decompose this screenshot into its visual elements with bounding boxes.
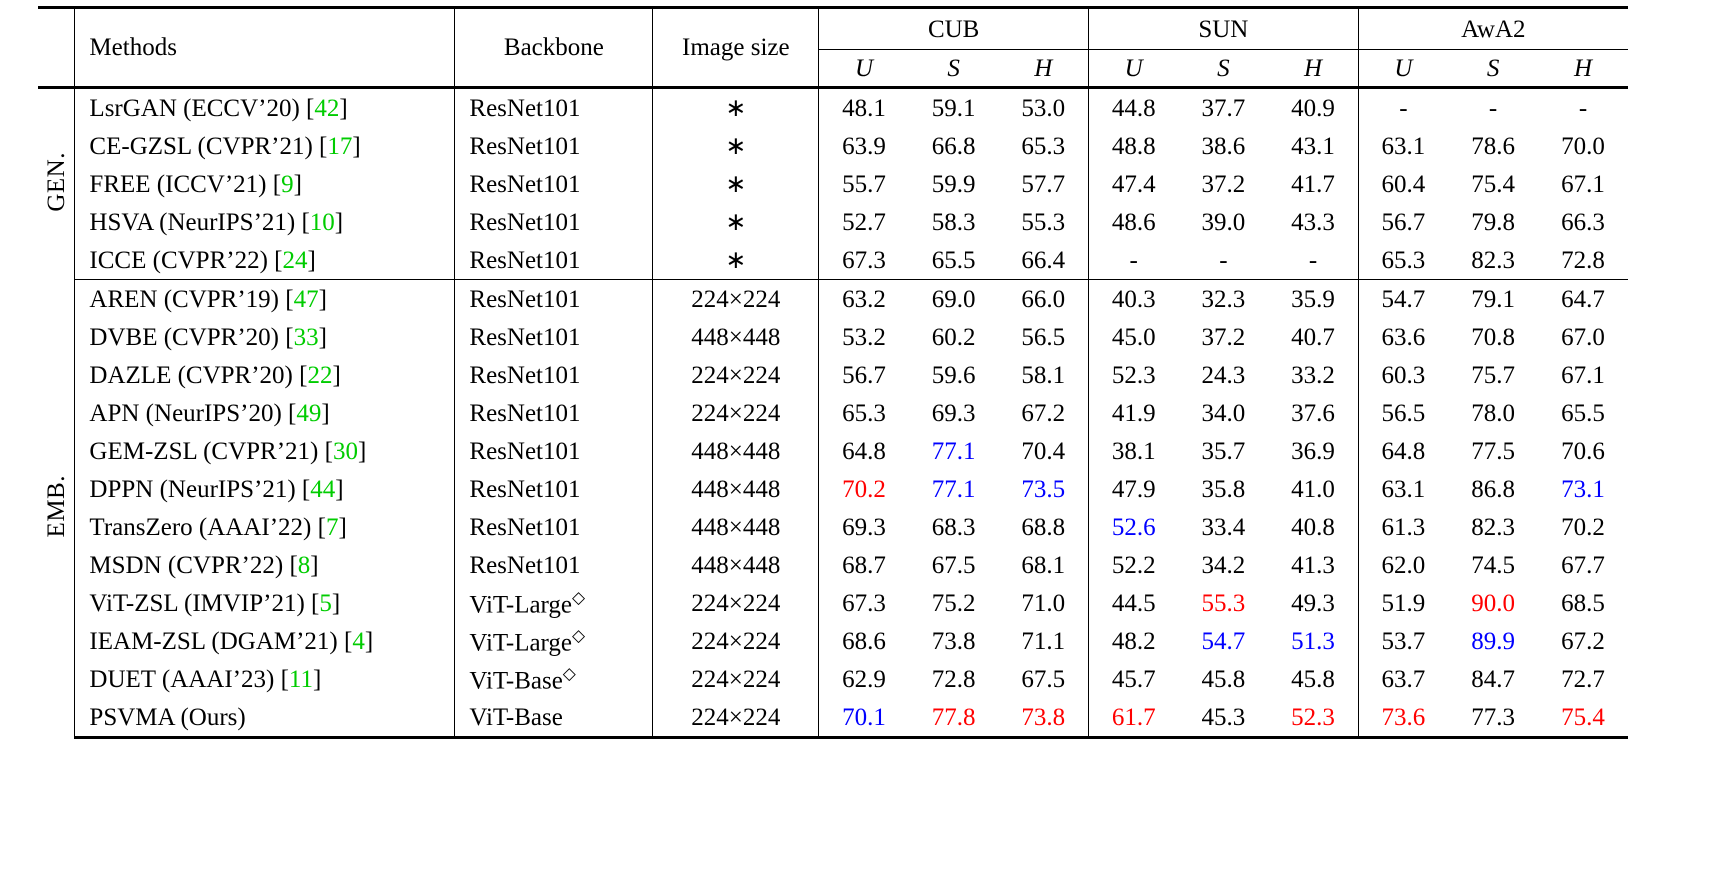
cell-cub-h: 53.0: [999, 88, 1089, 128]
cell-backbone: ResNet101: [455, 470, 653, 508]
cell-awa2-s: 77.3: [1448, 698, 1538, 738]
table-row: [38, 165, 1628, 203]
cell-awa2-u: 64.8: [1358, 432, 1448, 470]
cell-cub-s: 69.0: [931, 285, 976, 313]
cell-awa2-h: 70.2: [1561, 513, 1605, 541]
cell-backbone: ResNet101: [455, 88, 653, 128]
col-header-metric-cub-s: S: [909, 50, 999, 88]
table-header-row-datasets: [38, 8, 1628, 50]
cell-image-size: 224×224: [653, 584, 819, 622]
cell-awa2-u: 65.3: [1358, 241, 1448, 280]
cell-method: DUET (AAAI’23) [11]: [75, 660, 455, 698]
cell-cub-u: 65.3: [819, 394, 909, 432]
cell-sun-u: 52.2: [1089, 546, 1179, 584]
cell-cub-s: 59.1: [909, 88, 999, 128]
cell-sun-u: 48.6: [1089, 203, 1179, 241]
cell-cub-u: 56.7: [819, 356, 909, 394]
cell-sun-u: 47.9: [1089, 470, 1179, 508]
cell-awa2-h: 66.3: [1561, 208, 1605, 236]
cell-sun-h: 35.9: [1291, 285, 1335, 313]
cell-backbone: ViT-Large◇: [455, 622, 653, 660]
cell-cub-h: 70.4: [1021, 437, 1066, 465]
cell-image-size: 224×224: [653, 698, 819, 738]
cell-cub-u: 55.7: [819, 165, 909, 203]
cell-awa2-h: 64.7: [1561, 285, 1605, 313]
cell-image-size: 448×448: [653, 508, 819, 546]
cell-image-size: ∗: [653, 165, 819, 203]
cell-cub-s: 60.2: [931, 323, 976, 351]
cell-sun-s: 35.8: [1201, 475, 1246, 503]
col-header-metric-sun-u: U: [1089, 50, 1179, 88]
cell-image-size: 224×224: [653, 280, 819, 319]
cell-awa2-u: 54.7: [1358, 280, 1448, 319]
cell-cub-s: 77.1: [931, 475, 976, 503]
cell-cub-u: 53.2: [819, 318, 909, 356]
cell-backbone: ViT-Base◇: [455, 660, 653, 698]
cell-cub-u: 68.6: [819, 622, 909, 660]
cell-sun-h: 33.2: [1291, 361, 1335, 389]
cell-cub-s: 58.3: [931, 208, 976, 236]
cell-cub-s: 69.3: [931, 399, 976, 427]
cell-cub-s: 68.3: [931, 513, 976, 541]
cell-cub-u: 70.1: [819, 698, 909, 738]
cell-awa2-u: 60.4: [1358, 165, 1448, 203]
cell-sun-s: -: [1178, 241, 1268, 280]
table-row: [38, 508, 1628, 546]
cell-sun-h: 36.9: [1291, 437, 1335, 465]
cell-cub-u: 64.8: [819, 432, 909, 470]
cell-awa2-u: 63.6: [1358, 318, 1448, 356]
table-row: [38, 203, 1628, 241]
col-header-dataset-awa2: AwA2: [1358, 8, 1628, 50]
cell-sun-h: 41.0: [1291, 475, 1335, 503]
cell-awa2-s: -: [1448, 88, 1538, 128]
cell-backbone: ResNet101: [455, 127, 653, 165]
table-row: [38, 88, 1628, 128]
table-row: [38, 470, 1628, 508]
cell-cub-h: 67.5: [1021, 665, 1066, 693]
cell-image-size: 224×224: [653, 660, 819, 698]
cell-sun-u: 40.3: [1089, 280, 1179, 319]
cell-cub-s: 66.8: [931, 132, 976, 160]
cell-awa2-u: 53.7: [1358, 622, 1448, 660]
col-header-metric-awa2-u: U: [1358, 50, 1448, 88]
cell-cub-s: 67.5: [931, 551, 976, 579]
cell-backbone: ResNet101: [455, 241, 653, 280]
cell-image-size: ∗: [653, 241, 819, 280]
cell-awa2-h: 72.7: [1561, 665, 1605, 693]
cell-awa2-u: 63.1: [1358, 127, 1448, 165]
cell-sun-u: 47.4: [1089, 165, 1179, 203]
cell-sun-h: 37.6: [1291, 399, 1335, 427]
cell-backbone: ResNet101: [455, 318, 653, 356]
cell-cub-s: 65.5: [909, 241, 999, 280]
cell-awa2-s: 78.6: [1471, 132, 1515, 160]
cell-sun-u: 52.6: [1089, 508, 1179, 546]
cell-sun-u: -: [1089, 241, 1179, 280]
table-row: [38, 127, 1628, 165]
cell-cub-h: 65.3: [1021, 132, 1066, 160]
cell-awa2-u: 51.9: [1358, 584, 1448, 622]
cell-sun-u: 48.8: [1089, 127, 1179, 165]
table-row: [38, 394, 1628, 432]
cell-method: MSDN (CVPR’22) [8]: [75, 546, 455, 584]
cell-method: DPPN (NeurIPS’21) [44]: [75, 470, 455, 508]
cell-awa2-s: 84.7: [1471, 665, 1515, 693]
cell-awa2-h: 70.0: [1561, 132, 1605, 160]
cell-sun-s: 37.2: [1201, 323, 1246, 351]
cell-sun-h: 41.7: [1291, 170, 1335, 198]
cell-sun-u: 38.1: [1089, 432, 1179, 470]
cell-backbone: ResNet101: [455, 546, 653, 584]
table-row: [38, 356, 1628, 394]
table-row: [38, 584, 1628, 622]
cell-cub-u: 63.9: [819, 127, 909, 165]
cell-cub-u: 52.7: [819, 203, 909, 241]
cell-sun-s: 32.3: [1201, 285, 1246, 313]
group-label-emb: EMB.: [42, 474, 70, 538]
cell-awa2-s: 74.5: [1471, 551, 1515, 579]
cell-method: CE-GZSL (CVPR’21) [17]: [75, 127, 455, 165]
cell-sun-u: 61.7: [1089, 698, 1179, 738]
cell-image-size: 448×448: [653, 318, 819, 356]
col-header-backbone: Backbone: [455, 8, 653, 88]
cell-method: HSVA (NeurIPS’21) [10]: [75, 203, 455, 241]
results-table: [38, 6, 1628, 739]
cell-sun-s: 55.3: [1201, 589, 1246, 617]
cell-awa2-h: 67.0: [1561, 323, 1605, 351]
cell-sun-s: 34.0: [1201, 399, 1246, 427]
table-row: [38, 660, 1628, 698]
group-header-empty: [38, 8, 75, 50]
cell-sun-u: 45.0: [1089, 318, 1179, 356]
cell-awa2-h: 65.5: [1561, 399, 1605, 427]
cell-cub-u: 70.2: [819, 470, 909, 508]
cell-image-size: 224×224: [653, 622, 819, 660]
col-header-dataset-sun: SUN: [1089, 8, 1359, 50]
cell-image-size: 224×224: [653, 394, 819, 432]
table-row: [38, 622, 1628, 660]
col-header-image-size: Image size: [653, 8, 819, 88]
cell-sun-h: 49.3: [1291, 589, 1335, 617]
cell-cub-s: 77.1: [931, 437, 976, 465]
cell-awa2-u: 60.3: [1358, 356, 1448, 394]
cell-cub-h: 66.4: [999, 241, 1089, 280]
cell-cub-h: 73.8: [999, 698, 1089, 738]
cell-cub-h: 55.3: [1021, 208, 1066, 236]
cell-awa2-u: 62.0: [1358, 546, 1448, 584]
cell-sun-h: 43.1: [1291, 132, 1335, 160]
cell-awa2-u: 56.7: [1358, 203, 1448, 241]
cell-image-size: 448×448: [653, 432, 819, 470]
cell-backbone: ResNet101: [455, 280, 653, 319]
cell-image-size: ∗: [653, 203, 819, 241]
col-header-metric-cub-h: H: [999, 50, 1089, 88]
cell-cub-h: 56.5: [1021, 323, 1066, 351]
cell-cub-h: 71.0: [1021, 589, 1066, 617]
cell-awa2-u: 63.1: [1358, 470, 1448, 508]
cell-awa2-s: 89.9: [1471, 627, 1515, 655]
cell-method: AREN (CVPR’19) [47]: [75, 280, 455, 319]
cell-method: ViT-ZSL (IMVIP’21) [5]: [75, 584, 455, 622]
cell-awa2-s: 79.8: [1471, 208, 1515, 236]
cell-method: DVBE (CVPR’20) [33]: [75, 318, 455, 356]
cell-awa2-h: 67.2: [1561, 627, 1605, 655]
cell-awa2-h: 67.1: [1561, 361, 1605, 389]
cell-awa2-u: 61.3: [1358, 508, 1448, 546]
col-header-metric-cub-u: U: [819, 50, 909, 88]
cell-sun-h: -: [1268, 241, 1358, 280]
cell-cub-h: 58.1: [1021, 361, 1066, 389]
table-row: [38, 280, 1628, 319]
cell-awa2-s: 75.4: [1471, 170, 1515, 198]
cell-sun-u: 52.3: [1089, 356, 1179, 394]
cell-cub-u: 67.3: [819, 584, 909, 622]
cell-awa2-s: 82.3: [1448, 241, 1538, 280]
cell-awa2-h: -: [1538, 88, 1628, 128]
cell-cub-h: 66.0: [1021, 285, 1066, 313]
cell-method: PSVMA (Ours): [75, 698, 455, 738]
cell-sun-u: 44.8: [1089, 88, 1179, 128]
cell-backbone: ResNet101: [455, 394, 653, 432]
cell-awa2-s: 86.8: [1471, 475, 1515, 503]
cell-cub-s: 75.2: [931, 589, 976, 617]
cell-sun-h: 40.8: [1291, 513, 1335, 541]
cell-sun-s: 37.2: [1201, 170, 1246, 198]
cell-backbone: ResNet101: [455, 165, 653, 203]
table-row: [38, 241, 1628, 280]
cell-sun-s: 24.3: [1201, 361, 1246, 389]
group-label-gen: GEN.: [38, 88, 75, 280]
table-row: [38, 318, 1628, 356]
cell-image-size: ∗: [653, 127, 819, 165]
cell-image-size: ∗: [653, 88, 819, 128]
cell-backbone: ResNet101: [455, 432, 653, 470]
cell-method: FREE (ICCV’21) [9]: [75, 165, 455, 203]
cell-awa2-s: 70.8: [1471, 323, 1515, 351]
cell-method: ICCE (CVPR’22) [24]: [75, 241, 455, 280]
cell-sun-u: 48.2: [1089, 622, 1179, 660]
cell-cub-u: 69.3: [819, 508, 909, 546]
cell-cub-s: 59.6: [931, 361, 976, 389]
cell-backbone: ResNet101: [455, 508, 653, 546]
cell-awa2-s: 82.3: [1471, 513, 1515, 541]
cell-method: LsrGAN (ECCV’20) [42]: [75, 88, 455, 128]
col-header-methods: Methods: [75, 8, 455, 88]
cell-awa2-u: 73.6: [1358, 698, 1448, 738]
cell-method: APN (NeurIPS’20) [49]: [75, 394, 455, 432]
cell-sun-s: 45.3: [1178, 698, 1268, 738]
cell-sun-h: 41.3: [1291, 551, 1335, 579]
cell-sun-h: 52.3: [1268, 698, 1358, 738]
cell-awa2-s: 79.1: [1471, 285, 1515, 313]
col-header-metric-sun-s: S: [1178, 50, 1268, 88]
group-header-empty-2: [38, 50, 75, 88]
col-header-metric-awa2-h: H: [1538, 50, 1628, 88]
cell-sun-s: 39.0: [1201, 208, 1246, 236]
col-header-metric-sun-h: H: [1268, 50, 1358, 88]
cell-cub-h: 68.1: [1021, 551, 1066, 579]
cell-sun-s: 45.8: [1201, 665, 1246, 693]
cell-sun-h: 45.8: [1291, 665, 1335, 693]
cell-cub-s: 72.8: [931, 665, 976, 693]
cell-awa2-h: 75.4: [1538, 698, 1628, 738]
cell-method: TransZero (AAAI’22) [7]: [75, 508, 455, 546]
cell-method: DAZLE (CVPR’20) [22]: [75, 356, 455, 394]
cell-cub-h: 68.8: [1021, 513, 1066, 541]
cell-image-size: 448×448: [653, 546, 819, 584]
cell-sun-h: 40.9: [1268, 88, 1358, 128]
cell-cub-u: 67.3: [819, 241, 909, 280]
cell-method: IEAM-ZSL (DGAM’21) [4]: [75, 622, 455, 660]
cell-sun-u: 45.7: [1089, 660, 1179, 698]
cell-sun-h: 43.3: [1291, 208, 1335, 236]
cell-sun-s: 33.4: [1201, 513, 1246, 541]
cell-cub-s: 59.9: [931, 170, 976, 198]
cell-awa2-h: 67.1: [1561, 170, 1605, 198]
cell-awa2-h: 70.6: [1561, 437, 1605, 465]
cell-cub-u: 62.9: [819, 660, 909, 698]
cell-awa2-u: 63.7: [1358, 660, 1448, 698]
cell-sun-h: 51.3: [1291, 627, 1335, 655]
cell-cub-s: 73.8: [931, 627, 976, 655]
cell-backbone: ViT-Base: [455, 698, 653, 738]
cell-method: GEM-ZSL (CVPR’21) [30]: [75, 432, 455, 470]
cell-sun-u: 44.5: [1089, 584, 1179, 622]
col-header-dataset-cub: CUB: [819, 8, 1089, 50]
cell-sun-s: 37.7: [1178, 88, 1268, 128]
cell-awa2-h: 73.1: [1561, 475, 1605, 503]
cell-cub-h: 73.5: [1021, 475, 1066, 503]
cell-sun-h: 40.7: [1291, 323, 1335, 351]
cell-cub-h: 67.2: [1021, 399, 1066, 427]
cell-awa2-u: 56.5: [1358, 394, 1448, 432]
cell-awa2-s: 77.5: [1471, 437, 1515, 465]
table-figure: [0, 6, 1717, 879]
cell-awa2-s: 78.0: [1471, 399, 1515, 427]
cell-sun-s: 38.6: [1201, 132, 1246, 160]
cell-sun-u: 41.9: [1089, 394, 1179, 432]
cell-cub-h: 71.1: [1021, 627, 1066, 655]
cell-backbone: ViT-Large◇: [455, 584, 653, 622]
cell-sun-s: 34.2: [1201, 551, 1246, 579]
cell-backbone: ResNet101: [455, 203, 653, 241]
table-row: [38, 546, 1628, 584]
cell-awa2-s: 75.7: [1471, 361, 1515, 389]
cell-awa2-h: 68.5: [1561, 589, 1605, 617]
cell-cub-u: 48.1: [819, 88, 909, 128]
col-header-metric-awa2-s: S: [1448, 50, 1538, 88]
cell-awa2-u: -: [1358, 88, 1448, 128]
cell-image-size: 448×448: [653, 470, 819, 508]
cell-cub-u: 68.7: [819, 546, 909, 584]
table-row: [38, 698, 1628, 738]
cell-cub-h: 57.7: [1021, 170, 1066, 198]
cell-image-size: 224×224: [653, 356, 819, 394]
cell-sun-s: 54.7: [1201, 627, 1246, 655]
cell-backbone: ResNet101: [455, 356, 653, 394]
cell-awa2-s: 90.0: [1471, 589, 1515, 617]
cell-cub-u: 63.2: [819, 280, 909, 319]
cell-awa2-h: 72.8: [1538, 241, 1628, 280]
cell-awa2-h: 67.7: [1561, 551, 1605, 579]
table-row: [38, 432, 1628, 470]
cell-cub-s: 77.8: [909, 698, 999, 738]
cell-sun-s: 35.7: [1201, 437, 1246, 465]
